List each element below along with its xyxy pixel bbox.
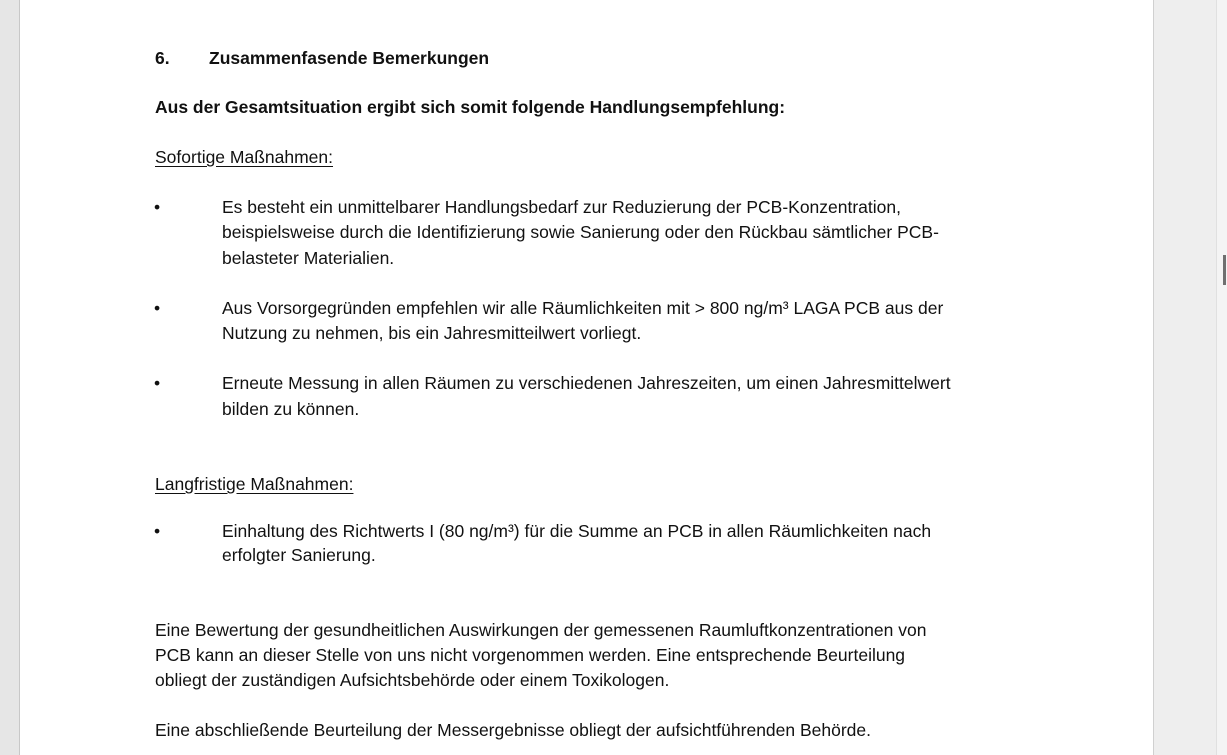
list-item-line: erfolgter Sanierung.	[222, 545, 376, 565]
list-item-line: Einhaltung des Richtwerts I (80 ng/m³) für die Summe an PCB in allen Räumlichkeiten nach	[222, 521, 932, 541]
intro-heading: Aus der Gesamtsituation ergibt sich somit folgende Handlungsempfehlung:	[155, 97, 786, 117]
list-item-line: Erneute Messung in allen Räumen zu verschiedenen Jahreszeiten, um einen Jahresmittelwert	[222, 373, 951, 393]
bullet-marker: •	[154, 197, 161, 217]
longterm-measures-heading: Langfristige Maßnahmen:	[155, 474, 354, 494]
section-title: Zusammenfasende Bemerkungen	[209, 48, 490, 68]
right-margin-gutter	[1153, 0, 1217, 755]
list-item-line: belasteter Materialien.	[222, 248, 395, 268]
left-margin-gutter	[0, 0, 20, 755]
immediate-measures-heading: Sofortige Maßnahmen:	[155, 147, 334, 167]
scrollbar-thumb[interactable]	[1223, 255, 1226, 285]
list-item-line: Aus Vorsorgegründen empfehlen wir alle Räumlichkeiten mit > 800 ng/m³ LAGA PCB aus der	[222, 298, 944, 318]
list-item-line: bilden zu können.	[222, 399, 360, 419]
bullet-marker: •	[154, 298, 161, 318]
list-item-line: Es besteht ein unmittelbarer Handlungsbedarf zur Reduzierung der PCB-Konzentration,	[222, 197, 901, 217]
bullet-marker: •	[154, 521, 161, 541]
closing-paragraph: Eine abschließende Beurteilung der Messergebnisse obliegt der aufsichtführenden Behörde.	[155, 720, 872, 740]
paragraph-line: PCB kann an dieser Stelle von uns nicht vorgenommen werden. Eine entsprechende Beurteilung	[155, 645, 906, 665]
paragraph-line: Eine Bewertung der gesundheitlichen Auswirkungen der gemessenen Raumluftkonzentrationen von	[155, 620, 927, 640]
vertical-scrollbar[interactable]	[1216, 0, 1227, 755]
list-item-line: Nutzung zu nehmen, bis ein Jahresmitteilwert vorliegt.	[222, 323, 642, 343]
document-page	[20, 0, 1153, 755]
section-number: 6.	[155, 48, 170, 68]
list-item-line: beispielsweise durch die Identifizierung sowie Sanierung oder den Rückbau sämtlicher PCB-	[222, 222, 939, 242]
bullet-marker: •	[154, 373, 161, 393]
paragraph-line: obliegt der zuständigen Aufsichtsbehörde oder einem Toxikologen.	[155, 670, 670, 690]
